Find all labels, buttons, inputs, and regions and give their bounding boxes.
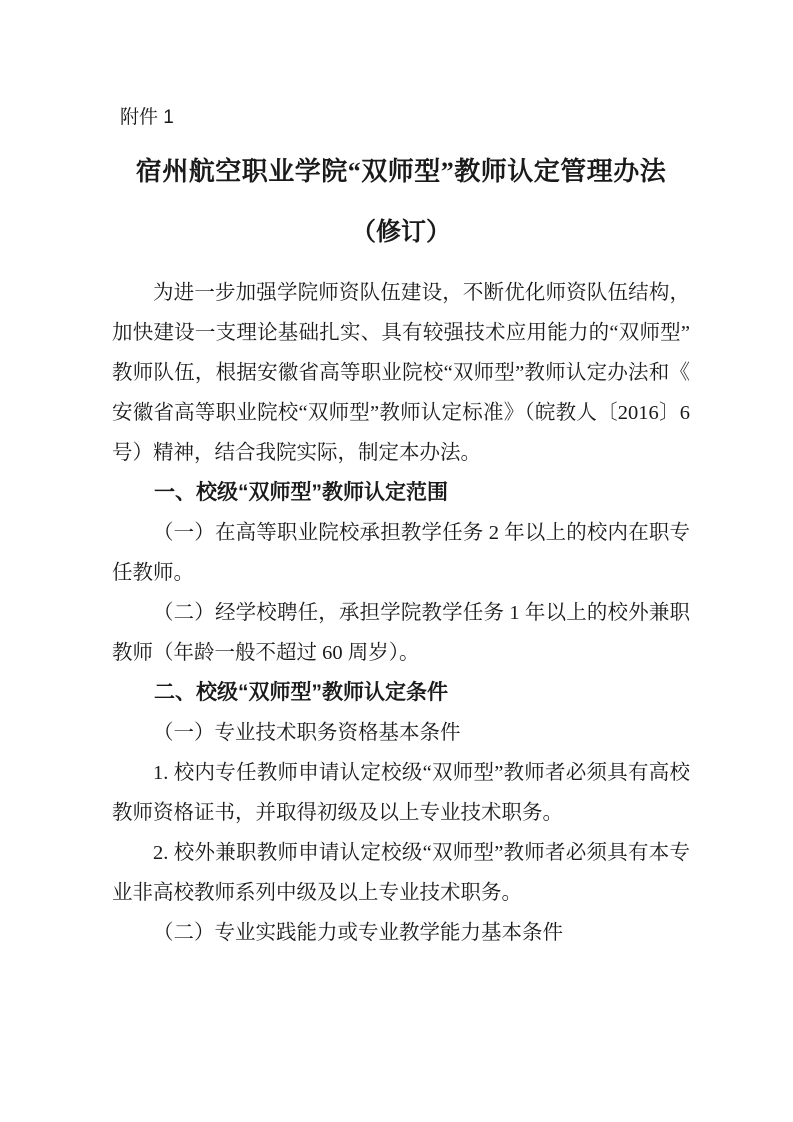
body-paragraph: （二）专业实践能力或专业教学能力基本条件 bbox=[153, 922, 563, 944]
body-paragraph: 2. 校外兼职教师申请认定校级“双师型”教师者必须具有本专业非高校教师系列中级及以上专业技术职务。 bbox=[112, 842, 690, 904]
section-heading: 二、校级“双师型”教师认定条件 bbox=[154, 681, 448, 704]
attachment-label: 附件 1 bbox=[120, 107, 174, 128]
body-paragraph: 1. 校内专任教师申请认定校级“双师型”教师者必须具有高校教师资格证书，并取得初级及以上专业技术职务。 bbox=[112, 762, 690, 824]
document-body bbox=[112, 273, 690, 953]
body-paragraph: （一）专业技术职务资格基本条件 bbox=[153, 722, 461, 744]
body-paragraph: 为进一步加强学院师资队伍建设，不断优化师资队伍结构，加快建设一支理论基础扎实、具有较强技术应用能力的“双师型”教师队伍，根据安徽省高等职业院校“双师型”教师认定办法和《安徽省高等职业院校“双师型”教师认定标准》（皖教人〔2016〕6 号）精神，结合我院实际，制定本办法。 bbox=[112, 282, 690, 464]
document-subtitle: （修订） bbox=[350, 219, 451, 246]
body-paragraph: （二）经学校聘任，承担学院教学任务 1 年以上的校外兼职教师（年龄一般不超过 60 周岁）。 bbox=[112, 602, 690, 664]
document-title: 宿州航空职业学院“双师型”教师认定管理办法 bbox=[135, 157, 667, 186]
section-heading: 一、校级“双师型”教师认定范围 bbox=[154, 481, 448, 504]
body-paragraph: （一）在高等职业院校承担教学任务 2 年以上的校内在职专任教师。 bbox=[112, 522, 690, 584]
